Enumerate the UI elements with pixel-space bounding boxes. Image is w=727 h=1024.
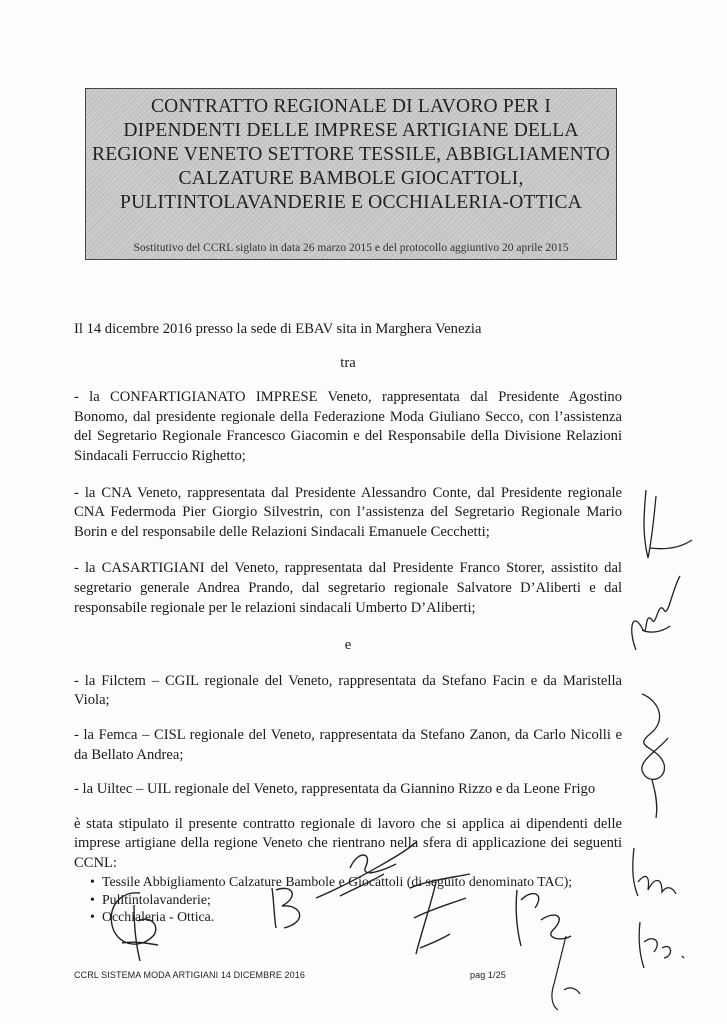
intro-paragraph: Il 14 dicembre 2016 presso la sede di EBAV sita in Marghera Venezia bbox=[74, 321, 482, 337]
union-femca: - la Femca – CISL regionale del Veneto, rappresentata da Stefano Zanon, da Carlo Nicolli e da Bellato Andrea; bbox=[74, 726, 622, 763]
signature-margin-1 bbox=[636, 488, 696, 568]
signature-margin-2 bbox=[622, 570, 692, 660]
party-confartigianato: - la CONFARTIGIANATO IMPRESE Veneto, rappresentata dal Presidente Agostino Bonomo, dal presidente regionale della Federazione Moda Giuliano Secco, con l’assistenza del Segretario Regionale Francesco Giacomin e del Responsabile della Divisione Relazioni Sindacali Ferruccio Righetto; bbox=[74, 389, 622, 464]
document-title bbox=[86, 95, 616, 215]
stipulation-paragraph: è stata stipulato il presente contratto regionale di lavoro che si applica ai dipendenti delle imprese artigiane della regione Veneto che rientrano nella sfera di applicazione dei seguenti CCNL: bbox=[74, 815, 622, 871]
title-line: CONTRATTO REGIONALE DI LAVORO PER I bbox=[150, 96, 552, 117]
title-box bbox=[85, 88, 617, 260]
title-line: REGIONE VENETO SETTORE TESSILE, ABBIGLIAMENTO bbox=[92, 144, 610, 165]
footer-page-number: pag 1/25 bbox=[470, 970, 506, 980]
list-item: • Occhialeria - Ottica. bbox=[90, 909, 215, 925]
title-line: PULITINTOLAVANDERIE E OCCHIALERIA-OTTICA bbox=[120, 192, 582, 213]
signature-bottom-6 bbox=[540, 932, 590, 1012]
union-uiltec: - la Uiltec – UIL regionale del Veneto, rappresentata da Giannino Rizzo e da Leone Frigo bbox=[74, 781, 596, 798]
footer-left: CCRL SISTEMA MODA ARTIGIANI 14 DICEMBRE 2016 bbox=[74, 970, 305, 980]
title-line: CALZATURE BAMBOLE GIOCATTOLI, bbox=[178, 168, 524, 189]
signature-bottom-4 bbox=[400, 868, 480, 958]
signature-bottom-1 bbox=[100, 885, 170, 965]
title-line: DIPENDENTI DELLE IMPRESE ARTIGIANE DELLA bbox=[123, 120, 579, 141]
list-item: • Tessile Abbigliamento Calzature Bambole e Giocattoli (di seguito denominato TAC); bbox=[90, 874, 573, 890]
tra-word: tra bbox=[340, 354, 356, 371]
union-filctem: - la Filctem – CGIL regionale del Veneto, rappresentata da Stefano Facin e da Maristella Viola; bbox=[74, 672, 622, 709]
signature-margin-4 bbox=[628, 842, 688, 902]
signature-margin-3 bbox=[628, 690, 688, 820]
document-body bbox=[74, 320, 622, 926]
list-item: • Pulitintolavanderie; bbox=[90, 891, 211, 907]
document-subtitle: Sostitutivo del CCRL siglato in data 26 marzo 2015 e del protocollo aggiuntivo 20 aprile 2015 bbox=[133, 242, 569, 254]
e-word: e bbox=[344, 637, 352, 654]
party-casartigiani: - la CASARTIGIANI del Veneto, rappresentata dal Presidente Franco Storer, assistito dal segretario generale Andrea Prando, dal segretario regionale Salvatore D’Aliberti e dal responsabile regionale per le relazioni sindacali Umberto D’Aliberti; bbox=[74, 560, 622, 616]
signature-margin-5 bbox=[632, 912, 692, 972]
party-cna: - la CNA Veneto, rappresentata dal Presidente Alessandro Conte, dal Presidente regionale CNA Federmoda Pier Giorgio Silvestrin, con l’assistenza del Segretario Regionale Mario Borin e del responsabile delle Relazioni Sindacali Emanuele Cecchetti; bbox=[74, 484, 622, 540]
